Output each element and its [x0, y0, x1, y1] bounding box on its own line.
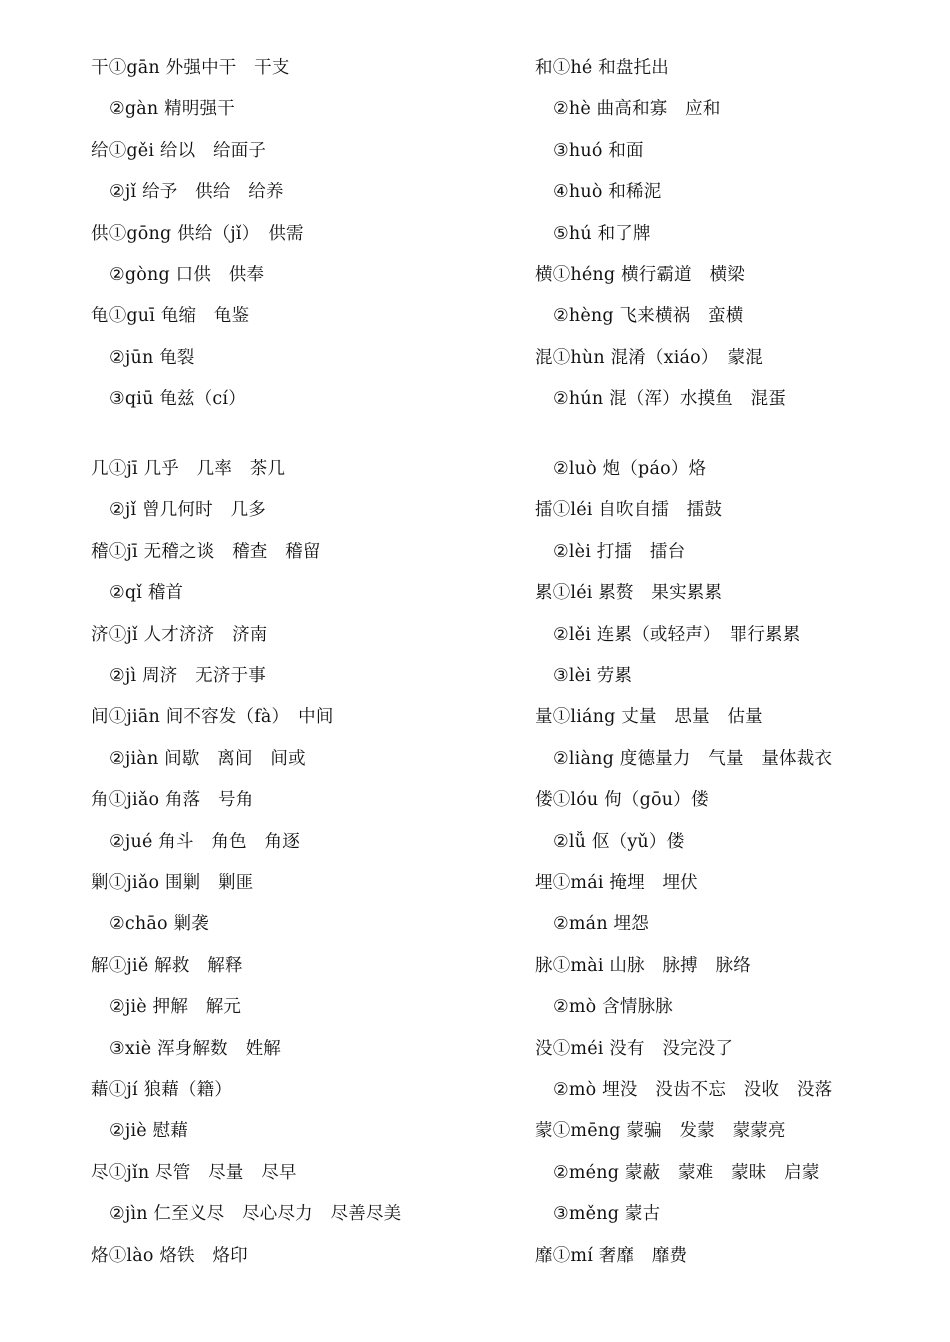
entry-sub-reading: ②jiè 慰藉: [109, 1121, 189, 1142]
entry-sub-reading: ③měng 蒙古: [553, 1204, 661, 1225]
entry-sub-reading: ②hèng 飞来横祸 蛮横: [553, 306, 744, 327]
entry-head: 济①jǐ 人才济济 济南: [91, 624, 268, 645]
entry-sub-reading: ②luò 炮（páo）烙: [553, 459, 707, 479]
entry-sub-reading: ②hún 混（浑）水摸鱼 混蛋: [553, 389, 787, 410]
entry-head: 没①méi 没有 没完没了: [535, 1038, 734, 1059]
entry-head: 藉①jí 狼藉（籍）: [91, 1080, 233, 1100]
entry-sub-reading: ②mò 含情脉脉: [553, 997, 673, 1018]
entry-head: 埋①mái 掩埋 埋伏: [535, 873, 698, 893]
entry-head: 烙①lào 烙铁 烙印: [91, 1245, 248, 1266]
entry-head: 解①jiě 解救 解释: [91, 955, 243, 976]
entry-head: 累①léi 累赘 果实累累: [535, 583, 723, 604]
entry-sub-reading: ②lǚ 伛（yǔ）偻: [553, 831, 685, 852]
entry-head: 脉①mài 山脉 脉搏 脉络: [535, 955, 751, 976]
entry-sub-reading: ②hè 曲高和寡 应和: [553, 99, 721, 120]
entry-head: 量①liáng 丈量 思量 估量: [535, 707, 763, 728]
entry-head: 角①jiǎo 角落 号角: [91, 790, 254, 811]
entry-head: 擂①léi 自吹自擂 擂鼓: [535, 500, 723, 521]
entry-sub-reading: ②qǐ 稽首: [109, 583, 184, 604]
entry-sub-reading: ②jìn 仁至义尽 尽心尽力 尽善尽美: [109, 1204, 402, 1225]
entry-sub-reading: ③xiè 浑身解数 姓解: [109, 1038, 281, 1059]
entry-sub-reading: ②mán 埋怨: [553, 914, 649, 935]
entry-sub-reading: ②gàn 精明强干: [109, 99, 235, 120]
entry-head: 剿①jiǎo 围剿 剿匪: [91, 873, 254, 893]
entry-head: 偻①lóu 佝（gōu）偻: [535, 790, 709, 811]
entry-sub-reading: ⑤hú 和了牌: [553, 223, 651, 244]
entry-sub-reading: ②lèi 打擂 擂台: [553, 541, 686, 562]
entry-head: 间①jiān 间不容发（fà） 中间: [91, 707, 334, 728]
entry-head: 横①héng 横行霸道 横梁: [535, 265, 745, 285]
entry-sub-reading: ②jì 周济 无济于事: [109, 666, 266, 686]
entry-sub-reading: ②jiè 押解 解元: [109, 997, 242, 1018]
entry-head: 靡①mí 奢靡 靡费: [535, 1245, 688, 1266]
entry-sub-reading: ③qiū 龟兹（cí）: [109, 389, 246, 410]
entry-sub-reading: ②jué 角斗 角色 角逐: [109, 831, 300, 852]
entry-head: 干①gān 外强中干 干支: [91, 58, 290, 78]
entry-sub-reading: ②liàng 度德量力 气量 量体裁衣: [553, 748, 833, 769]
entry-head: 尽①jǐn 尽管 尽量 尽早: [91, 1162, 297, 1183]
entry-head: 稽①jī 无稽之谈 稽查 稽留: [91, 541, 321, 562]
entry-sub-reading: ②chāo 剿袭: [109, 914, 209, 935]
entry-head: 龟①guī 龟缩 龟鉴: [91, 306, 250, 327]
entry-sub-reading: ②jǐ 给予 供给 给养: [109, 182, 284, 203]
entry-sub-reading: ②mò 埋没 没齿不忘 没收 没落: [553, 1080, 833, 1100]
entry-sub-reading: ③huó 和面: [553, 140, 644, 161]
entry-head: 和①hé 和盘托出: [535, 58, 669, 78]
entry-sub-reading: ②jūn 龟裂: [109, 347, 195, 368]
entry-sub-reading: ④huò 和稀泥: [553, 182, 662, 203]
entry-sub-reading: ②lěi 连累（或轻声） 罪行累累: [553, 624, 801, 645]
entry-sub-reading: ②jiàn 间歇 离间 间或: [109, 748, 306, 769]
entry-head: 混①hùn 混淆（xiáo） 蒙混: [535, 347, 763, 368]
entry-sub-reading: ②gòng 口供 供奉: [109, 265, 265, 285]
entry-head: 几①jī 几乎 几率 茶几: [91, 459, 286, 479]
entry-head: 给①gěi 给以 给面子: [91, 140, 267, 161]
entry-head: 供①gōng 供给（jǐ） 供需: [91, 223, 304, 244]
entry-head: 蒙①mēng 蒙骗 发蒙 蒙蒙亮: [535, 1121, 786, 1142]
entry-sub-reading: ②méng 蒙蔽 蒙难 蒙昧 启蒙: [553, 1162, 820, 1183]
entry-sub-reading: ②jǐ 曾几何时 几多: [109, 500, 266, 521]
entry-sub-reading: ③lèi 劳累: [553, 666, 633, 686]
